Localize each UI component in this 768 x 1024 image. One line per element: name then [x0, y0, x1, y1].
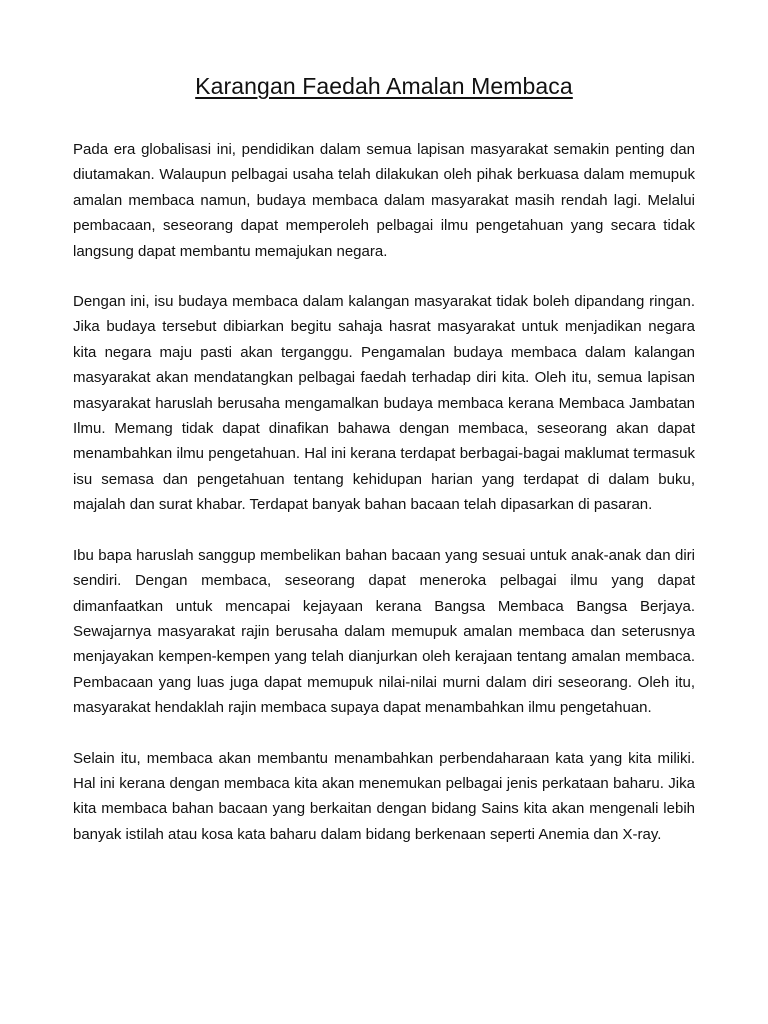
- document-body: [73, 137, 695, 847]
- document-title: Karangan Faedah Amalan Membaca: [195, 73, 573, 99]
- paragraph-4: Selain itu, membaca akan membantu menambahkan perbendaharaan kata yang kita miliki. Hal ini kerana dengan membaca kita akan menemukan pelbagai jenis perkataan baharu. Jika kita membaca bahan bacaan yang berkaitan dengan bidang Sains kita akan mengenali lebih banyak istilah atau kosa kata baharu dalam bidang berkenaan seperti Anemia dan X-ray.: [73, 749, 695, 843]
- paragraph-3: Ibu bapa haruslah sanggup membelikan bahan bacaan yang sesuai untuk anak-anak dan diri sendiri. Dengan membaca, seseorang dapat meneroka pelbagai ilmu yang dapat dimanfaatkan untuk mencapai kejayaan kerana Bangsa Membaca Bangsa Berjaya. Sewajarnya masyarakat rajin berusaha dalam memupuk amalan membaca dan seterusnya menjayakan kempen-kempen yang telah dianjurkan oleh kerajaan tentang amalan membaca. Pembacaan yang luas juga dapat memupuk nilai-nilai murni dalam diri seseorang. Oleh itu, masyarakat hendaklah rajin membaca supaya dapat menambahkan ilmu pengetahuan.: [73, 546, 695, 717]
- paragraph-1: Pada era globalisasi ini, pendidikan dalam semua lapisan masyarakat semakin penting dan diutamakan. Walaupun pelbagai usaha telah dilakukan oleh pihak berkuasa dalam memupuk amalan membaca namun, budaya membaca dalam masyarakat masih rendah lagi. Melalui pembacaan, seseorang dapat memperoleh pelbagai ilmu pengetahuan yang secara tidak langsung dapat membantu memajukan negara.: [73, 141, 695, 260]
- paragraph-2: Dengan ini, isu budaya membaca dalam kalangan masyarakat tidak boleh dipandang ringan. Jika budaya tersebut dibiarkan begitu sahaja hasrat masyarakat untuk menjadikan negara kita negara maju pasti akan terganggu. Pengamalan budaya membaca dalam kalangan masyarakat akan mendatangkan pelbagai faedah terhadap diri kita. Oleh itu, semua lapisan masyarakat haruslah berusaha mengamalkan budaya membaca kerana Membaca Jambatan Ilmu. Memang tidak dapat dinafikan bahawa dengan membaca, seseorang akan dapat menambahkan ilmu pengetahuan. Hal ini kerana terdapat berbagai-bagai maklumat termasuk isu semasa dan pengetahuan tentang kehidupan harian yang terdapat di dalam buku, majalah dan surat khabar. Terdapat banyak bahan bacaan telah dipasarkan di pasaran.: [73, 293, 695, 514]
